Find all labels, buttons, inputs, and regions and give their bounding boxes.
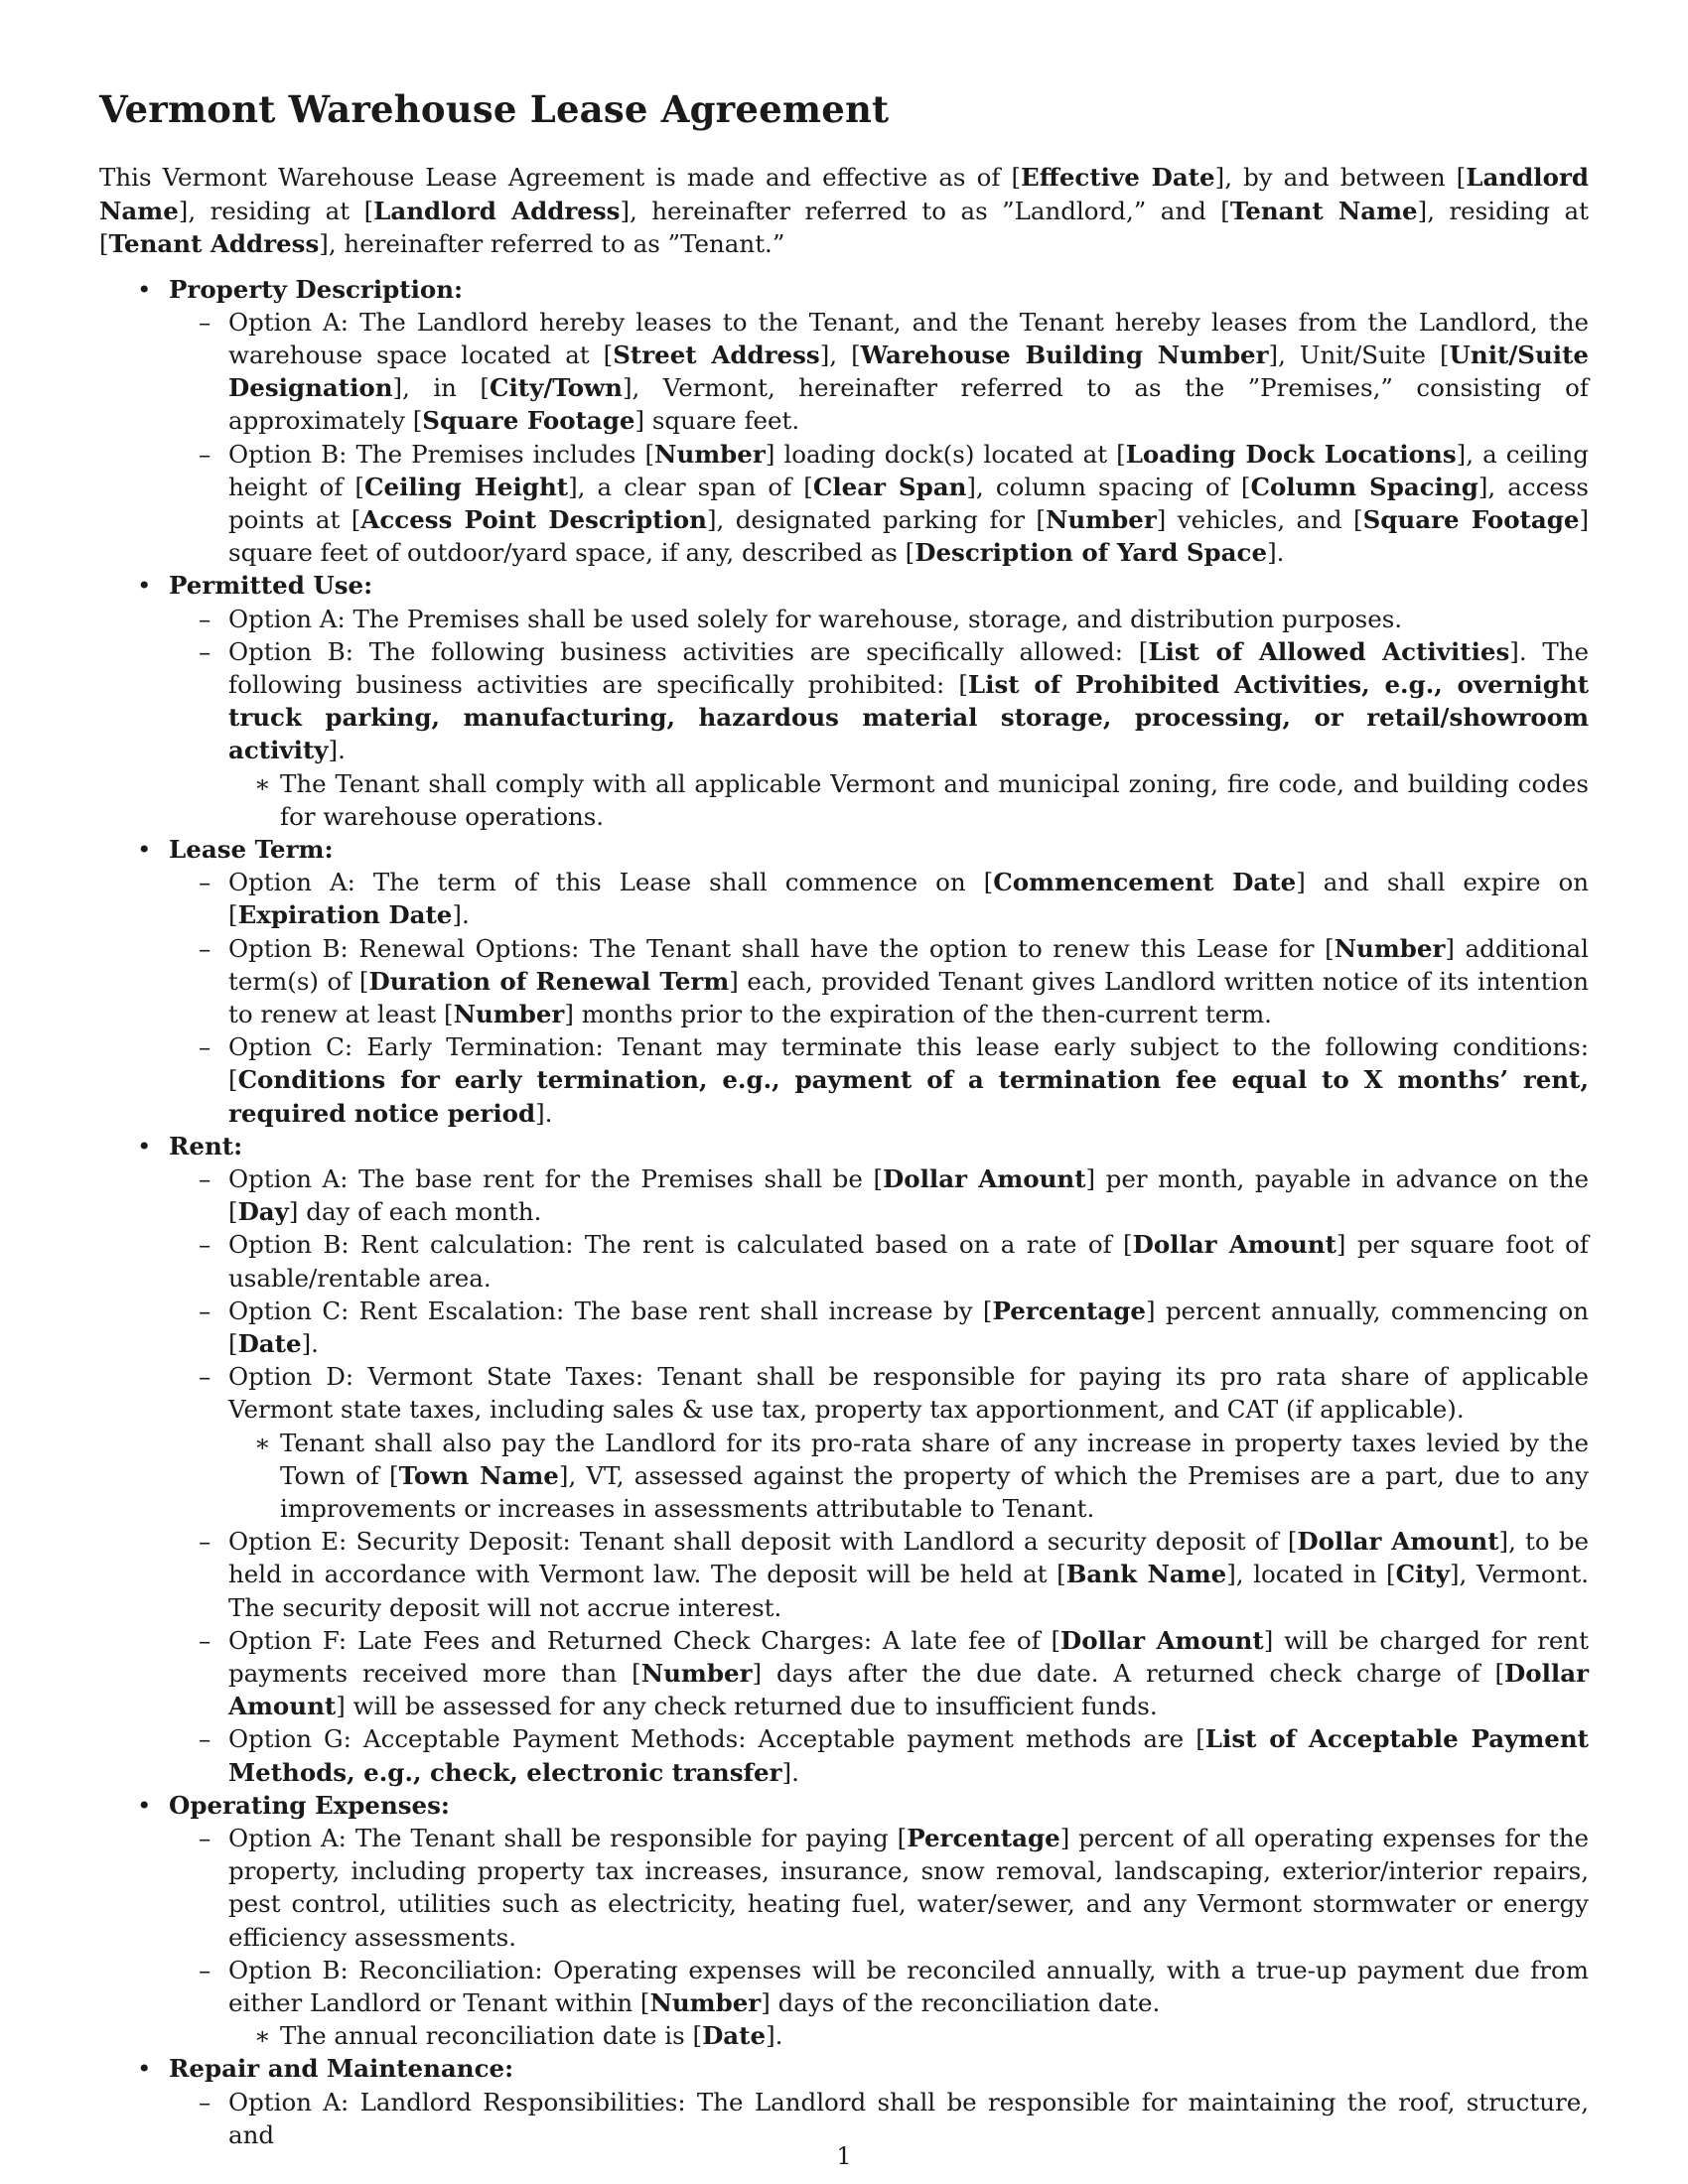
clause-text: ], [ — [819, 340, 861, 369]
clause-text: Option G: Acceptable Payment Methods: Acceptable payment methods are [ — [228, 1724, 1205, 1754]
clause-text: ] each, provided Tenant gives Landlord written notice of its intention to renew at least [ — [228, 966, 1589, 1028]
clause-text: ] will be assessed for any check returned due to insufficient funds. — [336, 1692, 1158, 1721]
section-title: Lease Term: — [169, 834, 334, 864]
clause-text: Option B: Renewal Options: The Tenant shall have the option to renew this Lease for [ — [228, 933, 1335, 963]
placeholder-field: Town Name — [398, 1460, 559, 1490]
option-item — [169, 1954, 1589, 2053]
clause-list — [99, 273, 1589, 2152]
option-list — [169, 1162, 1589, 1789]
sub-clause-list — [228, 2019, 1589, 2052]
placeholder-field: Number — [640, 1659, 753, 1689]
clause-text: ], column spacing of [ — [966, 472, 1251, 501]
clause-text: ]. — [781, 1757, 799, 1787]
placeholder-field: Number — [654, 439, 766, 469]
clause-text: ], Vermont, hereinafter referred to as the ”Premises,” consisting of approximately [ — [228, 373, 1589, 436]
clause-text: ] additional term(s) of [ — [228, 933, 1589, 996]
clause-text: Option F: Late Fees and Returned Check Charges: A late fee of [ — [228, 1625, 1061, 1655]
placeholder-field: Dollar Amount — [1297, 1527, 1499, 1557]
placeholder-field: Square Footage — [422, 406, 635, 436]
clause-text: The annual reconciliation date is [ — [280, 2021, 703, 2051]
clause-text: Option C: Early Termination: Tenant may terminate this lease early subject to the following conditions: [ — [228, 1032, 1589, 1095]
placeholder-field: Date — [702, 2021, 767, 2051]
placeholder-field: City — [1395, 1560, 1450, 1589]
option-item — [169, 932, 1589, 1031]
option-item — [169, 866, 1589, 931]
placeholder-field: Description of Yard Space — [914, 538, 1268, 568]
clause-text: ]. — [1267, 538, 1285, 568]
option-list — [169, 1822, 1589, 2052]
clause-text: The Tenant shall comply with all applicable Vermont and municipal zoning, fire code, and building codes for warehouse operations. — [280, 768, 1589, 831]
clause-text: ]. — [535, 1098, 553, 1128]
clause-text: ], VT, assessed against the property of which the Premises are a part, due to any improvements or increases in assessments attributable to Tenant. — [280, 1460, 1589, 1524]
clause-text: ], hereinafter referred to as ”Landlord,” and [ — [620, 196, 1230, 225]
clause-text: ]. — [766, 2021, 783, 2051]
clause-text: ]. The following business activities are specifically prohibited: [ — [228, 636, 1589, 699]
clause-text: Option A: The Tenant shall be responsible for paying [ — [228, 1824, 908, 1853]
option-item — [169, 1030, 1589, 1130]
option-item — [169, 1228, 1589, 1294]
section-item — [99, 273, 1589, 570]
placeholder-field: Duration of Renewal Term — [368, 966, 730, 996]
clause-text: ] days after the due date. A returned check charge of [ — [752, 1659, 1505, 1689]
option-list — [169, 866, 1589, 1130]
placeholder-field: Tenant Name — [1229, 196, 1418, 225]
section-item — [99, 2052, 1589, 2151]
clause-text: ], in [ — [392, 373, 490, 403]
section-item — [99, 569, 1589, 833]
placeholder-field: Warehouse Building Number — [860, 340, 1269, 369]
clause-text: Option D: Vermont State Taxes: Tenant shall be responsible for paying its pro rata share of applicable Vermont state taxes, including sales & use tax, property tax apportionment, and CAT (if applicable). — [228, 1362, 1589, 1425]
clause-text: ]. — [301, 1329, 319, 1358]
placeholder-field: Unit/Suite Designation — [228, 340, 1590, 403]
placeholder-field: Ceiling Height — [363, 472, 569, 501]
clause-text: ] per month, payable in advance on the [ — [228, 1163, 1589, 1227]
placeholder-field: Percentage — [992, 1296, 1146, 1325]
placeholder-field: Tenant Address — [108, 229, 320, 258]
clause-text: ] square feet of outdoor/yard space, if any, described as [ — [228, 504, 1590, 568]
section-title: Permitted Use: — [169, 571, 373, 601]
clause-text: ] percent annually, commencing on [ — [228, 1296, 1589, 1358]
clause-text: ], designated parking for [ — [706, 504, 1046, 534]
placeholder-field: Column Spacing — [1250, 472, 1478, 501]
clause-text: ] will be charged for rent payments received more than [ — [228, 1625, 1589, 1689]
clause-text: ]. — [328, 736, 346, 765]
option-item — [169, 603, 1589, 635]
option-item — [169, 306, 1589, 438]
clause-text: Option A: The base rent for the Premises shall be [ — [228, 1163, 883, 1193]
section-item — [99, 1130, 1589, 1789]
placeholder-field: Dollar Amount — [228, 1659, 1589, 1721]
placeholder-field: Loading Dock Locations — [1125, 439, 1457, 469]
placeholder-field: Number — [649, 1988, 762, 2018]
clause-text: ]. — [452, 900, 470, 930]
clause-text: ], a clear span of [ — [568, 472, 813, 501]
clause-text: ] per square foot of usable/rentable area. — [228, 1230, 1589, 1293]
option-item — [169, 1624, 1589, 1723]
clause-text: ], Unit/Suite [ — [1268, 340, 1450, 369]
placeholder-field: Number — [1045, 504, 1157, 534]
section-title: Rent: — [169, 1131, 243, 1160]
placeholder-field: Access Point Description — [360, 504, 707, 534]
placeholder-field: Landlord Name — [99, 163, 1589, 225]
option-list — [169, 306, 1589, 570]
clause-text: Option B: Rent calculation: The rent is calculated based on a rate of [ — [228, 1230, 1133, 1260]
option-item — [169, 438, 1589, 570]
clause-text: Option A: Landlord Responsibilities: The Landlord shall be responsible for maintaining the roof, structure, and — [228, 2087, 1589, 2149]
clause-text: ], residing at [ — [99, 196, 1589, 258]
placeholder-field: Commencement Date — [993, 868, 1297, 897]
option-item — [169, 1525, 1589, 1624]
placeholder-field: Expiration Date — [237, 900, 453, 930]
placeholder-field: Date — [237, 1329, 302, 1358]
clause-text: Option B: The Premises includes [ — [228, 439, 655, 469]
clause-text: Option B: The following business activities are specifically allowed: [ — [228, 636, 1149, 666]
clause-text: ], to be held in accordance with Vermont law. The deposit will be held at [ — [228, 1527, 1589, 1589]
option-item — [169, 1162, 1589, 1228]
clause-text: ], by and between [ — [1214, 163, 1467, 192]
placeholder-field: List of Prohibited Activities, e.g., overnight truck parking, manufacturing, hazardous material storage, processing, or retail/showroom activity — [228, 669, 1590, 765]
option-item — [169, 1822, 1589, 1954]
clause-text: ] percent of all operating expenses for the property, including property tax increases, insurance, snow removal, landscaping, exterior/interior repairs, pest control, utilities such as electricity, heating fuel, water/sewer, and any Vermont stormwater or energy efficiency assessments. — [228, 1824, 1589, 1952]
placeholder-field: Percentage — [907, 1824, 1060, 1853]
placeholder-field: Number — [1334, 933, 1446, 963]
sub-clause-list — [228, 767, 1589, 833]
sub-clause-item — [228, 1427, 1589, 1526]
section-title: Operating Expenses: — [169, 1790, 450, 1820]
placeholder-field: Number — [453, 999, 565, 1028]
placeholder-field: Square Footage — [1362, 504, 1580, 534]
option-item — [169, 1360, 1589, 1525]
clause-text: Option A: The Landlord hereby leases to the Tenant, and the Tenant hereby leases from the Landlord, the warehouse space located at [ — [228, 307, 1589, 369]
clause-text: ], hereinafter referred to as ”Tenant.” — [319, 229, 785, 258]
clause-text: ] loading dock(s) located at [ — [765, 439, 1126, 469]
placeholder-field: Clear Span — [812, 472, 967, 501]
placeholder-field: Street Address — [613, 340, 820, 369]
placeholder-field: Conditions for early termination, e.g., payment of a termination fee equal to X months’ rent, required notice period — [228, 1065, 1589, 1128]
section-item — [99, 833, 1589, 1130]
clause-text: ], access points at [ — [228, 472, 1590, 534]
section-title: Property Description: — [169, 274, 464, 304]
placeholder-field: List of Acceptable Payment Methods, e.g., check, electronic transfer — [228, 1724, 1589, 1787]
section-title: Repair and Maintenance: — [169, 2054, 514, 2084]
clause-text: Option A: The term of this Lease shall commence on [ — [228, 868, 994, 897]
placeholder-field: Effective Date — [1021, 163, 1215, 192]
placeholder-field: Dollar Amount — [1060, 1625, 1264, 1655]
section-list — [99, 273, 1589, 2152]
clause-text: ], located in [ — [1226, 1560, 1396, 1589]
clause-text: ], a ceiling height of [ — [228, 439, 1589, 501]
option-item — [169, 1722, 1589, 1788]
sub-clause-item — [228, 2019, 1589, 2052]
intro-paragraph — [99, 161, 1589, 261]
clause-text: Option B: Reconciliation: Operating expenses will be reconciled annually, with a true-up payment due from either Landlord or Tenant within [ — [228, 1955, 1589, 2018]
document-page — [99, 87, 1589, 2151]
option-item — [169, 1295, 1589, 1360]
placeholder-field: Day — [237, 1197, 289, 1227]
clause-text: ] days of the reconciliation date. — [761, 1988, 1161, 2018]
clause-text: Option E: Security Deposit: Tenant shall deposit with Landlord a security deposit of [ — [228, 1527, 1298, 1557]
sub-clause-list — [228, 1427, 1589, 1526]
clause-text: Option C: Rent Escalation: The base rent shall increase by [ — [228, 1296, 993, 1325]
clause-text: Tenant shall also pay the Landlord for its pro-rata share of any increase in property taxes levied by the Town of [ — [280, 1428, 1589, 1490]
section-item — [99, 1789, 1589, 2053]
clause-text: ] months prior to the expiration of the then-current term. — [564, 999, 1272, 1028]
clause-text: Option A: The Premises shall be used solely for warehouse, storage, and distribution purposes. — [228, 604, 1403, 633]
placeholder-field: Landlord Address — [373, 196, 621, 225]
placeholder-field: List of Allowed Activities — [1148, 636, 1510, 666]
placeholder-field: City/Town — [489, 373, 623, 403]
clause-text: ] vehicles, and [ — [1156, 504, 1363, 534]
clause-text: ] square feet. — [634, 406, 800, 436]
page-number: 1 — [836, 2142, 852, 2170]
clause-text: ] and shall expire on [ — [228, 868, 1589, 930]
document-title: Vermont Warehouse Lease Agreement — [99, 87, 890, 131]
placeholder-field: Dollar Amount — [883, 1163, 1086, 1193]
clause-text: This Vermont Warehouse Lease Agreement is made and effective as of [ — [99, 163, 1022, 192]
option-item — [169, 635, 1589, 833]
placeholder-field: Dollar Amount — [1132, 1230, 1336, 1260]
clause-text: ] day of each month. — [288, 1197, 542, 1227]
sub-clause-item — [228, 767, 1589, 833]
clause-text: ], residing at [ — [178, 196, 374, 225]
placeholder-field: Bank Name — [1065, 1560, 1227, 1589]
option-list — [169, 603, 1589, 833]
clause-text: ], Vermont. The security deposit will not accrue interest. — [228, 1560, 1589, 1622]
